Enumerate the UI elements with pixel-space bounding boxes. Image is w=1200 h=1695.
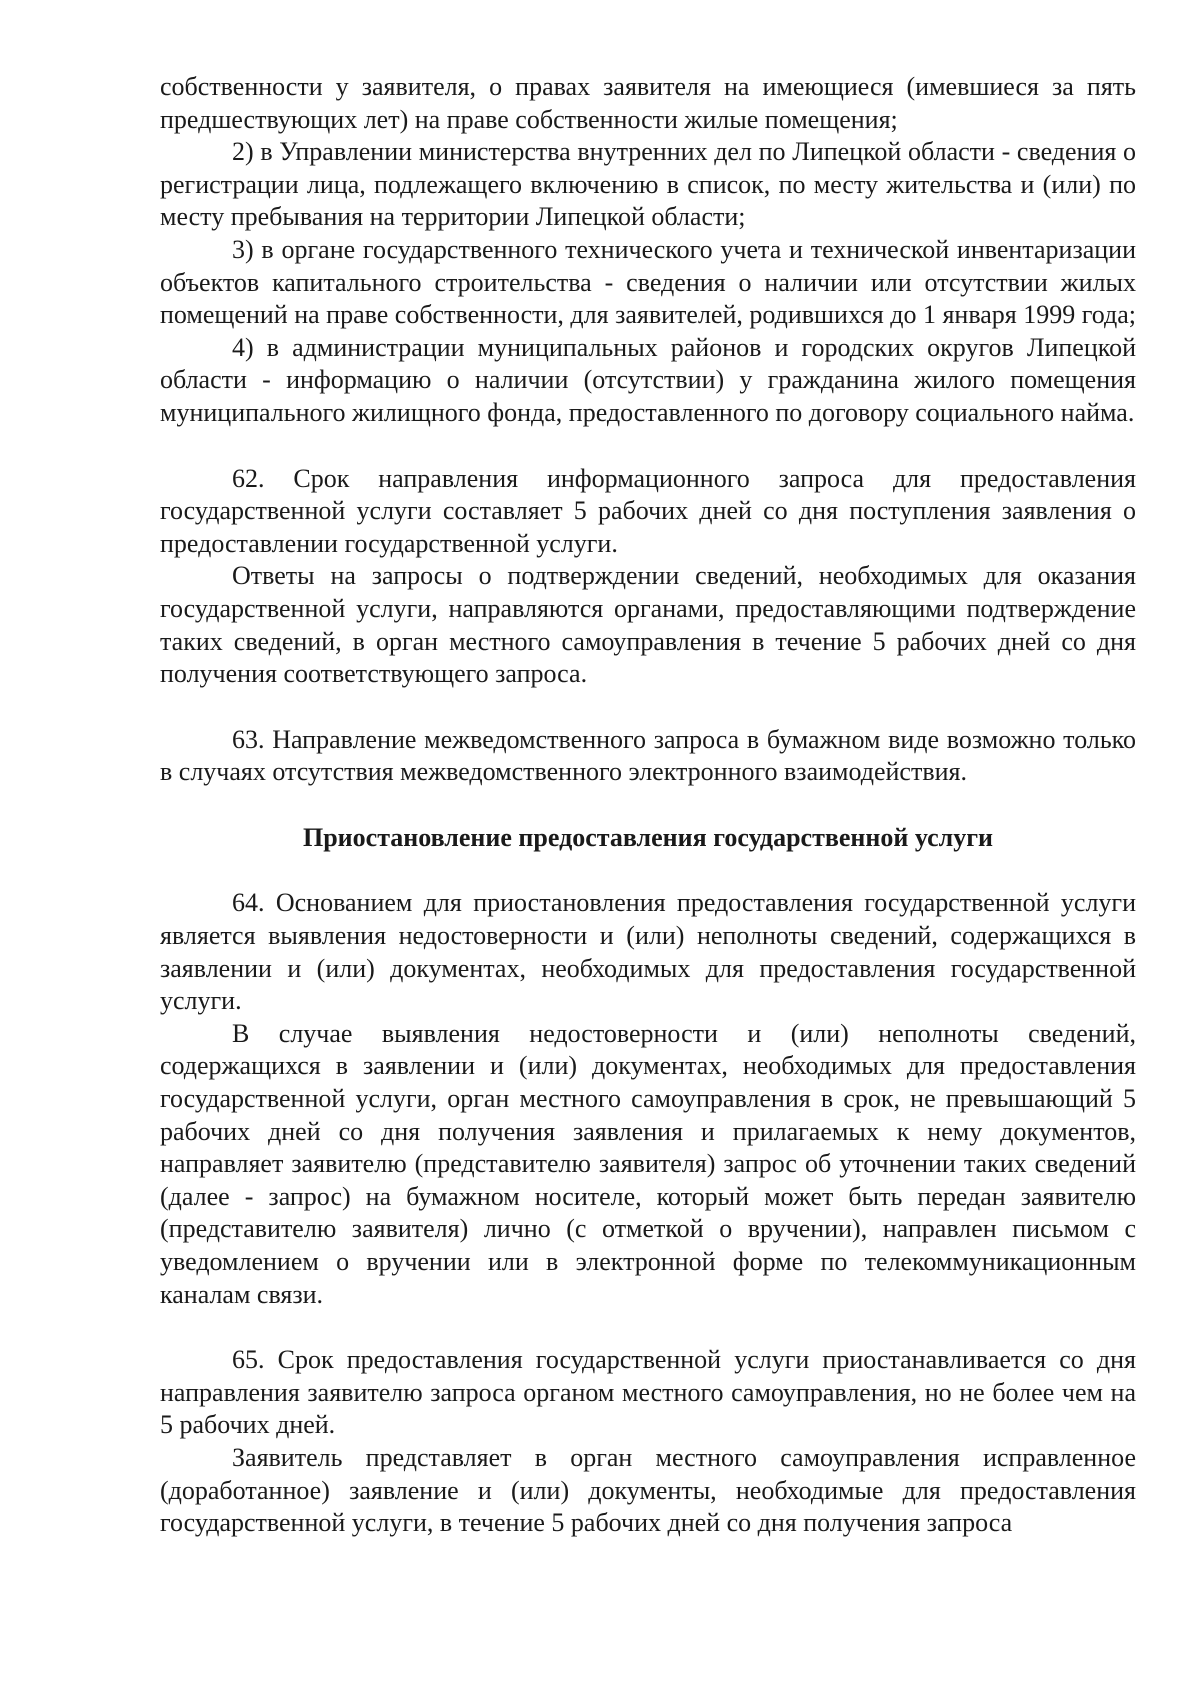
paragraph-65-detail: Заявитель представляет в орган местного самоуправления исправленное (доработанное) заявление и (или) документы, необходимые для предоставления государственной услуги, в течение 5 рабочих дней со дня получения запроса — [160, 1442, 1136, 1538]
paragraph-63: 63. Направление межведомственного запроса в бумажном виде возможно только в случаях отсутствия межведомственного электронного взаимодействия. — [160, 724, 1136, 787]
paragraph-item-2: 2) в Управлении министерства внутренних дел по Липецкой области - сведения о регистрации лица, подлежащего включению в список, по месту жительства и (или) по месту пребывания на территории Липецкой области; — [160, 137, 1136, 232]
section-heading: Приостановление предоставления государственной услуги — [302, 822, 993, 852]
paragraph-item-4: 4) в администрации муниципальных районов и городских округов Липецкой области - информацию о наличии (отсутствии) у гражданина жилого помещения муниципального жилищного фонда, предоставленного по договору социального найма. — [160, 332, 1136, 427]
paragraph-continuation: собственности у заявителя, о правах заявителя на имеющиеся (имевшиеся за пять предшествующих лет) на праве собственности жилые помещения; — [160, 72, 1136, 134]
paragraph-62: 62. Срок направления информационного запроса для предоставления государственной услуги составляет 5 рабочих дней со дня поступления заявления о предоставлении государственной услуги. — [160, 463, 1136, 558]
paragraph-62-responses: Ответы на запросы о подтверждении сведений, необходимых для оказания государственной услуги, направляются органами, предоставляющими подтверждение таких сведений, в орган местного самоуправления в течение 5 рабочих дней со дня получения соответствующего запроса. — [160, 561, 1136, 689]
paragraph-64: 64. Основанием для приостановления предоставления государственной услуги является выявления недостоверности и (или) неполноты сведений, содержащихся в заявлении и (или) документах, необходимых для предоставления государственной услуги. — [160, 888, 1136, 1016]
paragraph-64-detail: В случае выявления недостоверности и (или) неполноты сведений, содержащихся в заявлении и (или) документах, необходимых для предоставления государственной услуги, орган местного самоуправления в срок, не превышающий 5 рабочих дней со дня получения заявления и прилагаемых к нему документов, направляет заявителю (представителю заявителя) запрос об уточнении таких сведений (далее - запрос) на бумажном носителе, который может быть передан заявителю (представителю заявителя) лично (с отметкой о вручении), направлен письмом с уведомлением о вручении или в электронной форме по телекоммуникационным каналам связи. — [160, 1018, 1136, 1309]
paragraph-65: 65. Срок предоставления государственной услуги приостанавливается со дня направления заявителю запроса органом местного самоуправления, но не более чем на 5 рабочих дней. — [160, 1345, 1136, 1440]
document-page — [160, 71, 1136, 1540]
paragraph-item-3: 3) в органе государственного технического учета и технической инвентаризации объектов капитального строительства - сведения о наличии или отсутствии жилых помещений на праве собственности, для заявителей, родившихся до 1 января 1999 года; — [160, 234, 1137, 330]
